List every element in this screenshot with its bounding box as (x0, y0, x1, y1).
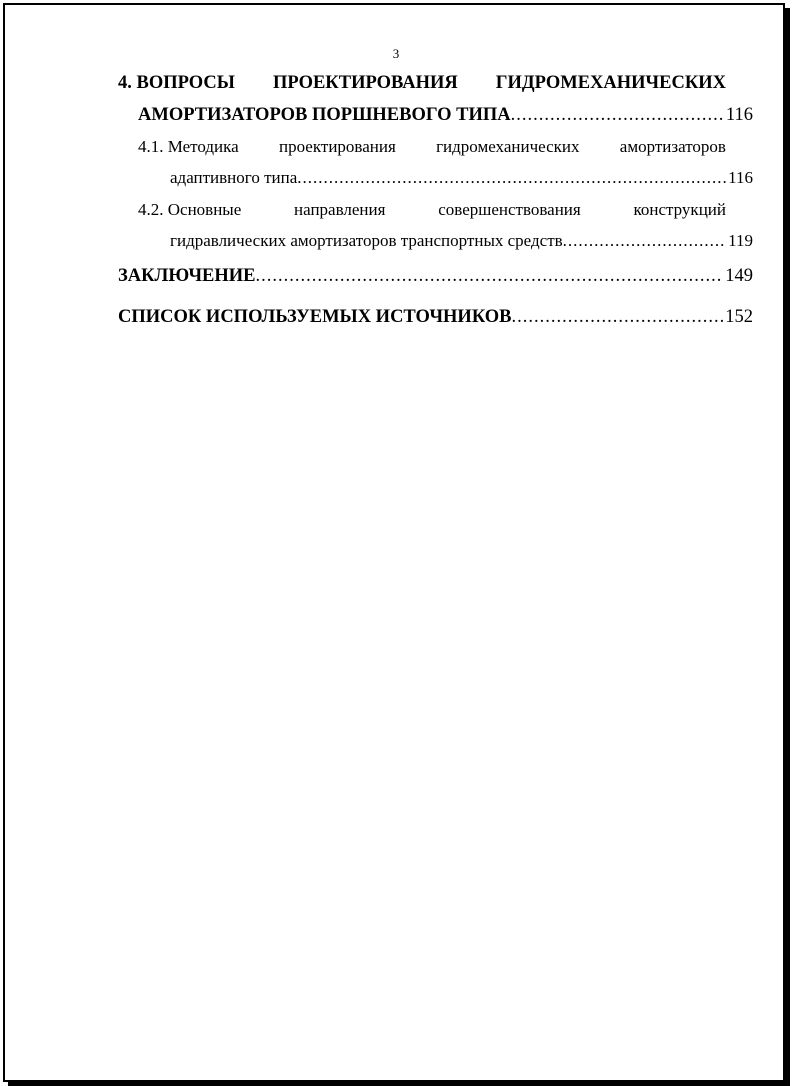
toc-section4-1-page: 116 (728, 168, 753, 187)
toc-section4-1-word: проектирования (279, 137, 396, 156)
toc-conclusion[interactable] (118, 265, 753, 287)
toc-section4-1-title: адаптивного типа (170, 168, 298, 187)
toc-section4-2-line1[interactable] (138, 199, 726, 221)
toc-conclusion-page: 149 (725, 266, 753, 286)
toc-section4-2-word: направления (294, 200, 386, 219)
toc-section4-1-word: амортизаторов (619, 137, 726, 156)
toc-section4-2-page: 119 (728, 231, 753, 250)
toc-chapter4-title: АМОРТИЗАТОРОВ ПОРШНЕВОГО ТИПА (138, 105, 511, 125)
toc-chapter4-line2[interactable] (138, 104, 753, 126)
toc-leader-dots (297, 167, 726, 189)
page-number: 3 (392, 46, 400, 61)
toc-section4-1-word: гидромеханических (436, 137, 580, 156)
toc-section4-1-word: 4.1. Методика (138, 137, 239, 156)
toc-section4-2-word: 4.2. Основные (138, 200, 242, 219)
toc-references-page: 152 (725, 307, 753, 327)
toc-leader-dots (511, 104, 724, 126)
toc-leader-dots (256, 265, 724, 287)
toc-references[interactable] (118, 306, 753, 328)
toc-section4-2-title: гидравлических амортизаторов транспортных средств (170, 231, 563, 250)
toc-section4-1-line1[interactable] (138, 136, 726, 158)
toc-section4-1-line2[interactable] (170, 167, 753, 189)
toc-section4-2-word: конструкций (633, 200, 726, 219)
toc-section4-2-word: совершенствования (438, 200, 581, 219)
toc-leader-dots (563, 230, 726, 252)
toc-references-title: СПИСОК ИСПОЛЬЗУЕМЫХ ИСТОЧНИКОВ (118, 307, 512, 327)
toc-chapter4-page: 116 (725, 105, 753, 125)
page-frame (3, 3, 785, 1082)
toc-chapter4-line1[interactable] (118, 72, 726, 94)
toc-chapter4-word: ГИДРОМЕХАНИЧЕСКИХ (495, 73, 726, 93)
toc-section4-2-line2[interactable] (170, 230, 753, 252)
toc-chapter4-word: ПРОЕКТИРОВАНИЯ (273, 73, 458, 93)
toc-chapter4-word: 4. ВОПРОСЫ (118, 73, 235, 93)
toc-leader-dots (512, 306, 724, 328)
toc-conclusion-title: ЗАКЛЮЧЕНИЕ (118, 266, 256, 286)
